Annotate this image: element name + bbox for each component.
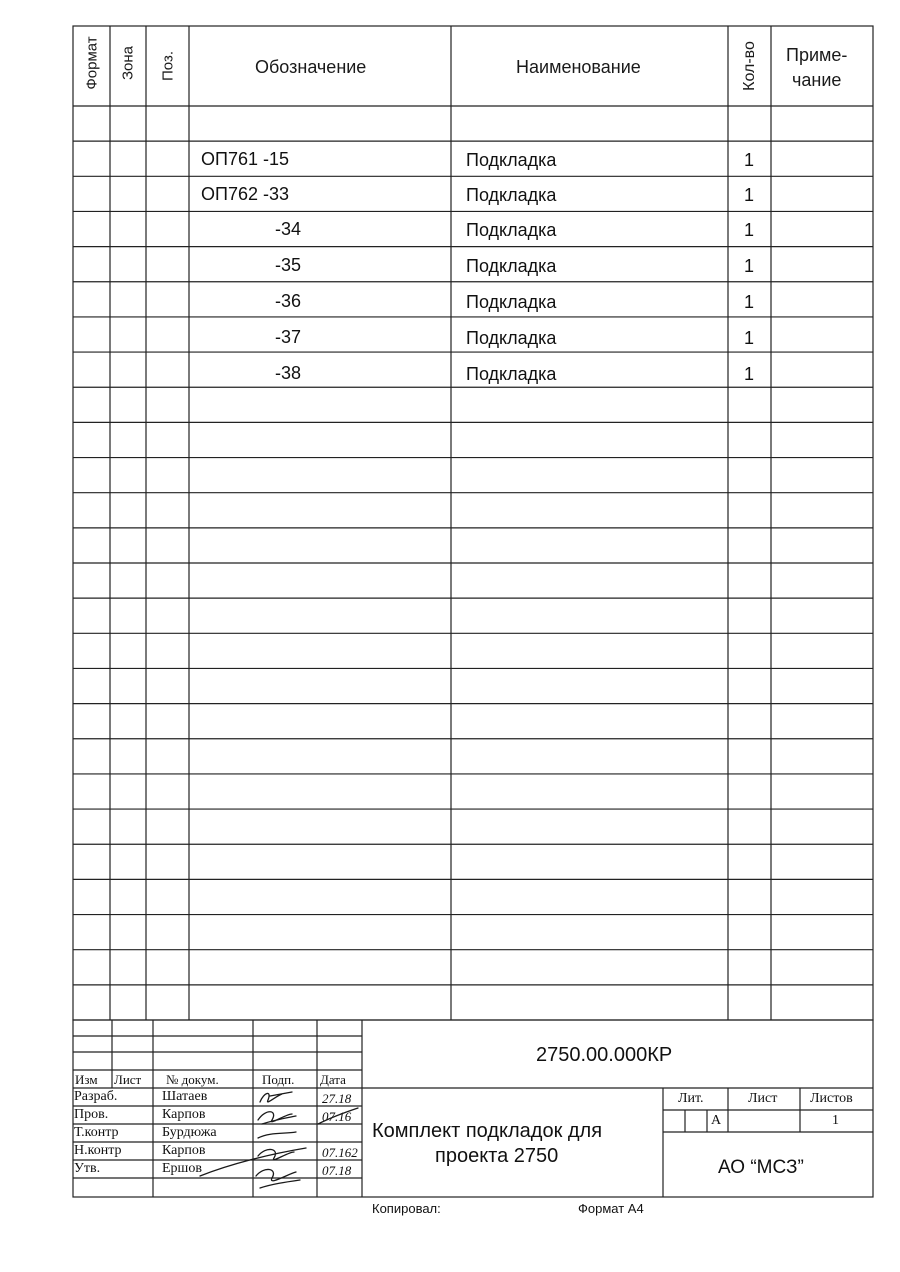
- role-label: Пров.: [74, 1107, 109, 1122]
- row-qty: 1: [744, 150, 755, 170]
- sheets-label: Листов: [810, 1091, 853, 1106]
- col-sign: Подп.: [262, 1072, 295, 1087]
- row-designation: -38: [275, 363, 302, 383]
- table-frame: [73, 26, 873, 1020]
- header-designation: Обозначение: [255, 57, 367, 77]
- lit-value: А: [711, 1113, 722, 1128]
- header-name: Наименование: [516, 57, 641, 77]
- col-list: Лист: [114, 1072, 142, 1087]
- row-name: Подкладка: [466, 292, 557, 312]
- role-label: Н.контр: [74, 1143, 122, 1158]
- role-person: Карпов: [162, 1143, 206, 1158]
- role-date: 27.18: [322, 1091, 352, 1106]
- role-person: Шатаев: [162, 1089, 208, 1104]
- row-designation: ОП762 -33: [201, 184, 289, 204]
- role-label: Разраб.: [74, 1089, 118, 1104]
- role-date: 07.16: [322, 1109, 352, 1124]
- col-izm: Изм: [75, 1072, 98, 1087]
- row-name: Подкладка: [466, 328, 557, 348]
- role-date: 07.162: [322, 1145, 358, 1160]
- row-qty: 1: [744, 185, 755, 205]
- row-qty: 1: [744, 364, 755, 384]
- doc-number: 2750.00.000КР: [536, 1044, 673, 1066]
- doc-title-line2: проекта 2750: [435, 1145, 559, 1167]
- col-doc: № докум.: [166, 1072, 219, 1087]
- sheets-value: 1: [832, 1113, 839, 1128]
- footer-copied: Копировал:: [372, 1201, 441, 1216]
- row-name: Подкладка: [466, 364, 557, 384]
- header-qty: Кол-во: [741, 41, 758, 91]
- header-note-line2: чание: [792, 70, 842, 90]
- role-person: Ершов: [162, 1161, 202, 1176]
- header-zone: Зона: [119, 45, 137, 81]
- row-designation: -35: [275, 255, 302, 275]
- row-qty: 1: [744, 256, 755, 276]
- lit-label: Лит.: [678, 1091, 704, 1106]
- role-label: Утв.: [74, 1161, 101, 1176]
- row-name: Подкладка: [466, 220, 557, 240]
- row-designation: -34: [275, 219, 302, 239]
- row-qty: 1: [744, 292, 755, 312]
- role-person: Бурдюжа: [162, 1125, 217, 1140]
- sheet-label: Лист: [748, 1091, 778, 1106]
- row-qty: 1: [744, 220, 755, 240]
- row-name: Подкладка: [466, 185, 557, 205]
- header-pos: Поз.: [159, 51, 177, 81]
- role-person: Карпов: [162, 1107, 206, 1122]
- doc-title-line1: Комплект подкладок для: [372, 1120, 603, 1142]
- row-name: Подкладка: [466, 256, 557, 276]
- row-qty: 1: [744, 328, 755, 348]
- col-date: Дата: [320, 1072, 346, 1087]
- header-note-line1: Приме-: [786, 45, 848, 65]
- role-label: Т.контр: [74, 1125, 119, 1140]
- company-name: АО “МСЗ”: [718, 1157, 804, 1178]
- role-date: 07.18: [322, 1163, 352, 1178]
- row-designation: -37: [275, 327, 302, 347]
- row-designation: -36: [275, 291, 302, 311]
- row-name: Подкладка: [466, 150, 557, 170]
- row-designation: ОП761 -15: [201, 149, 289, 169]
- header-format: Формат: [83, 36, 101, 90]
- footer-format: Формат А4: [578, 1201, 644, 1216]
